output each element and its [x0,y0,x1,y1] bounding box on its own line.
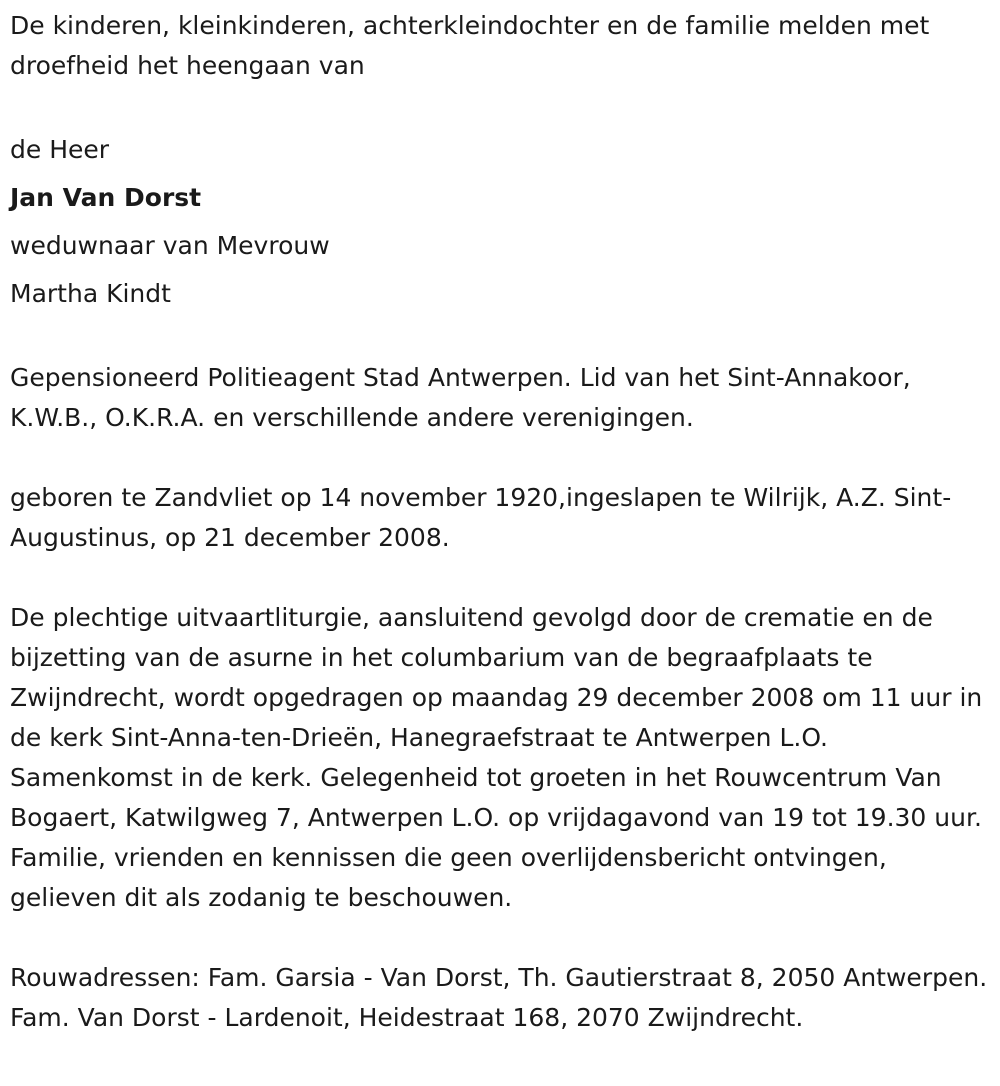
intro-paragraph: De kinderen, kleinkinderen, achterkleindochter en de familie melden met droefheid het heengaan van [10,11,930,80]
addresses-paragraph: Rouwadressen: Fam. Garsia - Van Dorst, Th. Gautierstraat 8, 2050 Antwerpen. Fam. Van Dorst - Lardenoit, Heidestraat 168, 2070 Zwijndrecht. [10,963,988,1032]
funeral-paragraph: De plechtige uitvaartliturgie, aansluitend gevolgd door de crematie en de bijzetting van de asurne in het columbarium van de begraafplaats te Zwijndrecht, wordt opgedragen op maandag 29 december 2008 om 11 uur in de kerk Sint-Anna-ten-Drieën, Hanegraefstraat te Antwerpen L.O. Samenkomst in de kerk. Gelegenheid tot groeten in het Rouwcentrum Van Bogaert, Katwilgweg 7, Antwerpen L.O. op vrijdagavond van 19 tot 19.30 uur. Familie, vrienden en kennissen die geen overlijdensbericht ontvingen, gelieven dit als zodanig te beschouwen. [10,603,983,912]
spouse-name: Martha Kindt [10,279,171,308]
dates-paragraph: geboren te Zandvliet op 14 november 1920,ingeslapen te Wilrijk, A.Z. Sint-Augustinus, op 21 december 2008. [10,483,952,552]
deceased-relation: weduwnaar van Mevrouw [10,231,330,260]
deceased-title: de Heer [10,135,110,164]
deceased-name: Jan Van Dorst [10,183,202,212]
occupation-paragraph: Gepensioneerd Politieagent Stad Antwerpen. Lid van het Sint-Annakoor, K.W.B., O.K.R.A. en verschillende andere verenigingen. [10,363,911,432]
deceased-block [10,126,990,318]
